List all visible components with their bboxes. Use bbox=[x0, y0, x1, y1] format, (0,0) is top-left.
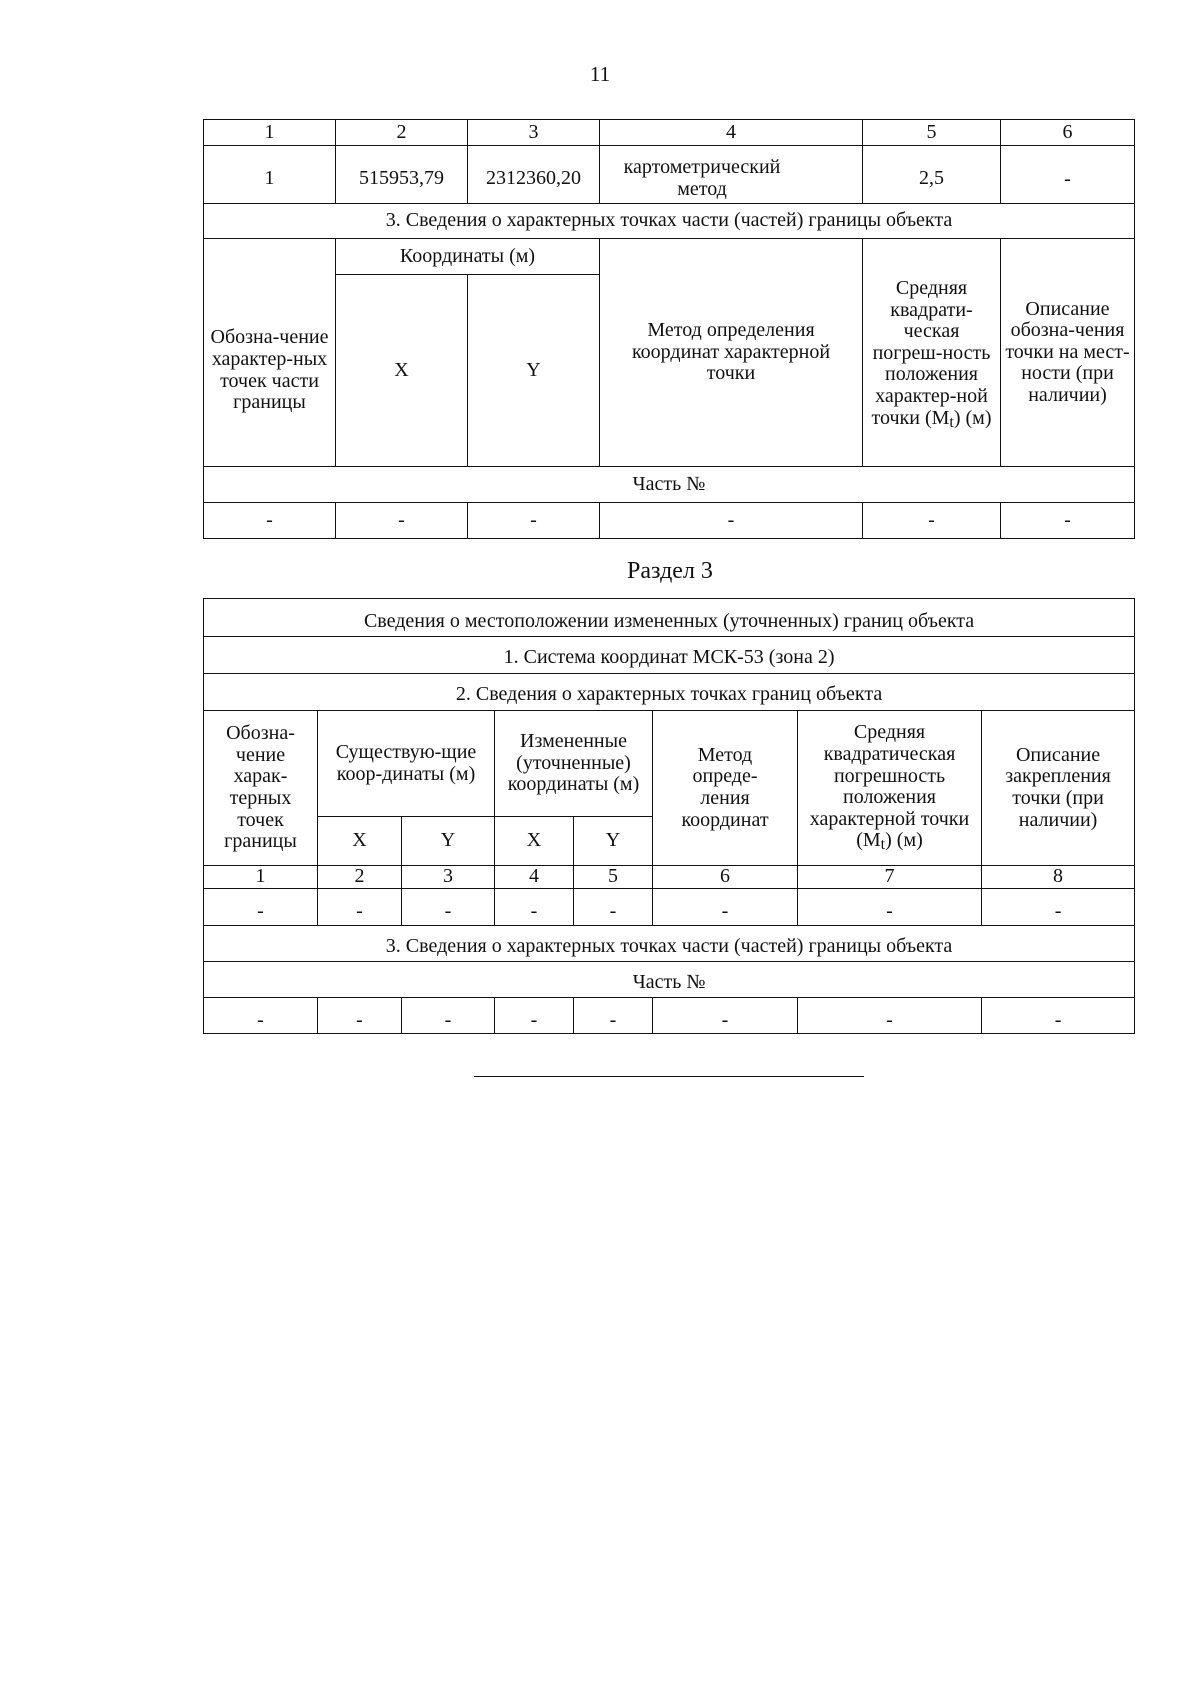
col-number: 5 bbox=[574, 866, 653, 889]
empty-cell: - bbox=[798, 998, 982, 1034]
empty-cell: - bbox=[600, 503, 863, 539]
col-number: 7 bbox=[798, 866, 982, 889]
empty-cell: - bbox=[204, 503, 336, 539]
table-row bbox=[204, 998, 1135, 1034]
part-points-heading: 3. Сведения о характерных точках части (частей) границы объекта bbox=[204, 204, 1135, 239]
empty-cell: - bbox=[204, 889, 318, 926]
closing-rule bbox=[474, 1076, 864, 1077]
col-number: 2 bbox=[318, 866, 402, 889]
part-number-label: Часть № bbox=[204, 467, 1135, 503]
empty-cell: - bbox=[653, 889, 798, 926]
col-number: 6 bbox=[653, 866, 798, 889]
col-number: 1 bbox=[204, 120, 336, 146]
empty-cell: - bbox=[204, 998, 318, 1034]
header-error-text: Средняя квадратическая погрешность положения характерной точки (M bbox=[809, 721, 970, 852]
col-number: 5 bbox=[863, 120, 1001, 146]
header-method: Метод опреде-ления координат bbox=[653, 711, 798, 866]
header-changed-coordinates: Измененные (уточненные) координаты (м) bbox=[495, 711, 653, 817]
header-designation: Обозна-чение харак-терных точек границы bbox=[204, 711, 318, 866]
part-number-label: Часть № bbox=[204, 962, 1135, 998]
col-number: 8 bbox=[982, 866, 1135, 889]
header-existing-y: Y bbox=[402, 817, 495, 866]
col-number: 4 bbox=[600, 120, 863, 146]
empty-cell: - bbox=[495, 998, 574, 1034]
header-error bbox=[798, 711, 982, 866]
col-number: 3 bbox=[468, 120, 600, 146]
description-cell: - bbox=[1001, 146, 1135, 204]
col-number: 6 bbox=[1001, 120, 1135, 146]
header-method: Метод определения координат характерной точки bbox=[600, 239, 863, 467]
table-row bbox=[204, 889, 1135, 926]
section-title: Раздел 3 bbox=[627, 558, 713, 584]
header-description: Описание обозна-чения точки на мест-ности (при наличии) bbox=[1001, 239, 1135, 467]
header-coordinates: Координаты (м) bbox=[336, 239, 600, 275]
page-number: 11 bbox=[589, 62, 611, 86]
empty-cell: - bbox=[495, 889, 574, 926]
part-points-heading: 3. Сведения о характерных точках части (частей) границы объекта bbox=[204, 926, 1135, 962]
header-error-unit: ) (м) bbox=[885, 829, 923, 852]
section2-table bbox=[203, 119, 1135, 539]
subscript-t: t bbox=[880, 836, 886, 854]
empty-cell: - bbox=[574, 889, 653, 926]
empty-cell: - bbox=[318, 889, 402, 926]
column-number-row bbox=[204, 866, 1135, 889]
header-fixing: Описание закрепления точки (при наличии) bbox=[982, 711, 1135, 866]
header-changed-y: Y bbox=[574, 817, 653, 866]
empty-cell: - bbox=[402, 998, 495, 1034]
coordinate-system: 1. Система координат МСК-53 (зона 2) bbox=[204, 637, 1135, 674]
header-error-unit: ) (м) bbox=[953, 406, 992, 429]
col-number: 1 bbox=[204, 866, 318, 889]
header-error-text: Средняя квадрати-ческая погреш-ность положения характер-ной точки (M bbox=[871, 277, 991, 429]
empty-cell: - bbox=[468, 503, 600, 539]
empty-cell: - bbox=[982, 889, 1135, 926]
x-coordinate-cell: 515953,79 bbox=[336, 146, 468, 204]
header-existing-coordinates: Существую-щие коор-динаты (м) bbox=[318, 711, 495, 817]
empty-cell: - bbox=[336, 503, 468, 539]
col-number: 4 bbox=[495, 866, 574, 889]
header-x: X bbox=[336, 275, 468, 467]
empty-cell: - bbox=[574, 998, 653, 1034]
error-cell: 2,5 bbox=[863, 146, 1001, 204]
subscript-t: t bbox=[949, 413, 954, 431]
empty-cell: - bbox=[982, 998, 1135, 1034]
point-number-cell: 1 bbox=[204, 146, 336, 204]
table-row bbox=[204, 146, 1135, 204]
header-existing-x: X bbox=[318, 817, 402, 866]
header-designation: Обозна-чение характер-ных точек части границы bbox=[204, 239, 336, 467]
column-number-row bbox=[204, 120, 1135, 146]
header-changed-x: X bbox=[495, 817, 574, 866]
header-y: Y bbox=[468, 275, 600, 467]
table-row bbox=[204, 503, 1135, 539]
col-number: 2 bbox=[336, 120, 468, 146]
empty-cell: - bbox=[798, 889, 982, 926]
empty-cell: - bbox=[653, 998, 798, 1034]
y-coordinate-cell: 2312360,20 bbox=[468, 146, 600, 204]
section3-heading: Сведения о местоположении измененных (уточненных) границ объекта bbox=[204, 599, 1135, 637]
empty-cell: - bbox=[1001, 503, 1135, 539]
empty-cell: - bbox=[863, 503, 1001, 539]
empty-cell: - bbox=[318, 998, 402, 1034]
empty-cell: - bbox=[402, 889, 495, 926]
header-error bbox=[863, 239, 1001, 467]
points-heading: 2. Сведения о характерных точках границ объекта bbox=[204, 674, 1135, 711]
method-cell: картометрический метод bbox=[600, 146, 863, 204]
col-number: 3 bbox=[402, 866, 495, 889]
section3-table bbox=[203, 598, 1135, 1034]
